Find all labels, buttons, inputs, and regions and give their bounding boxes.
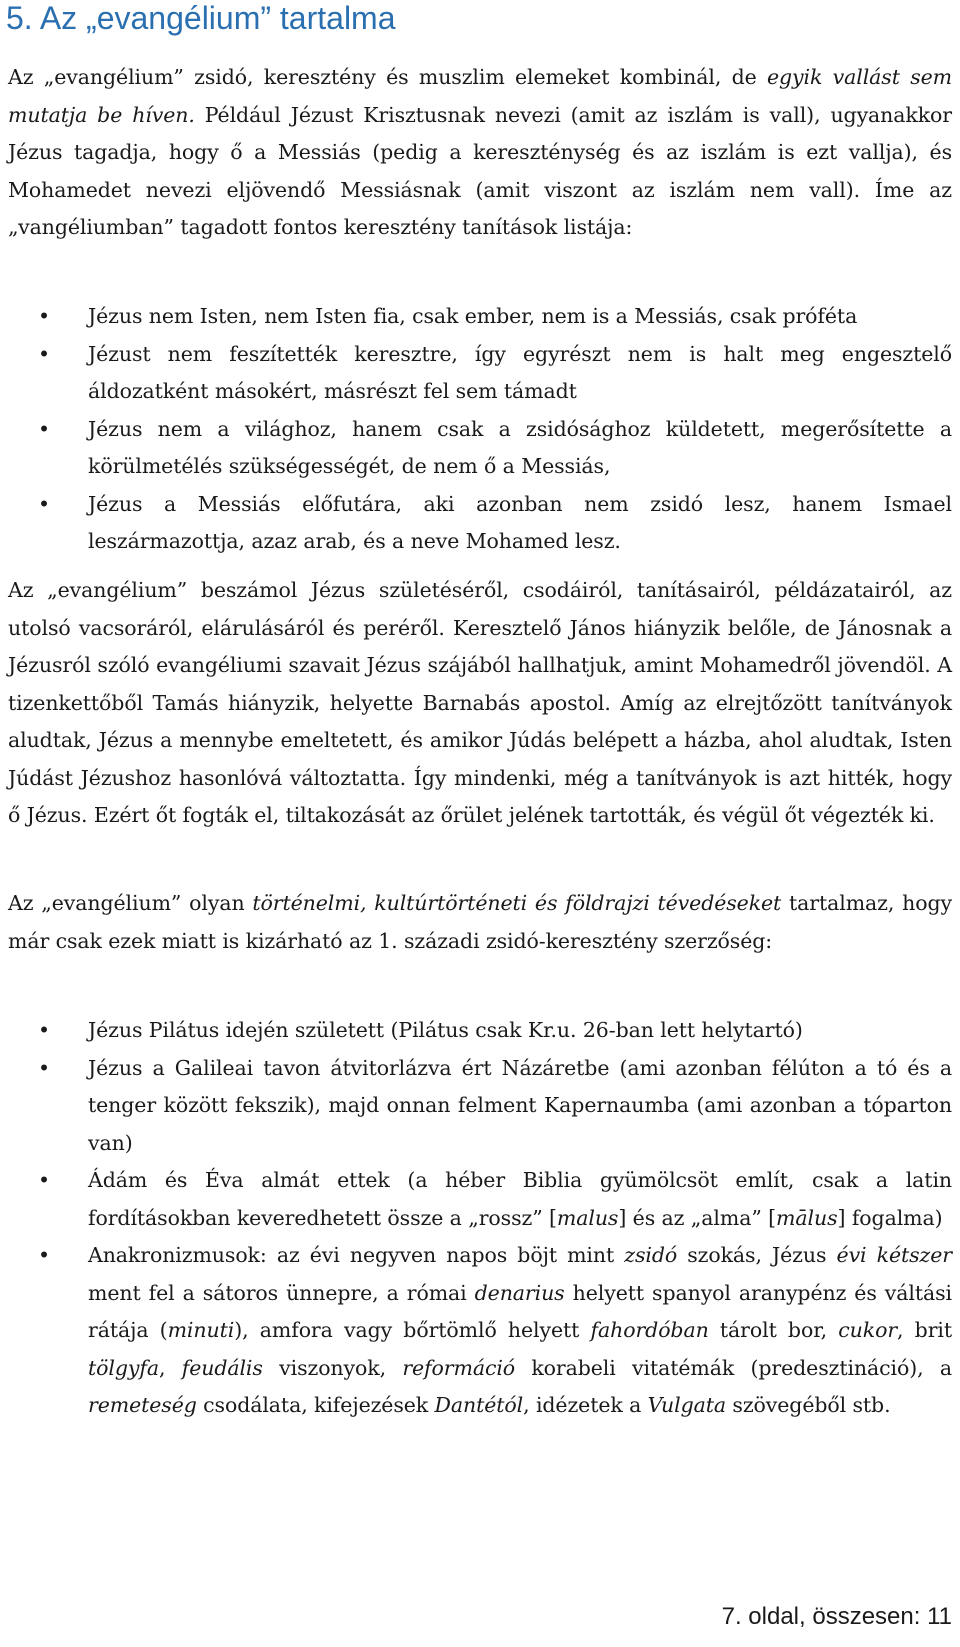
- list-item: [8, 1012, 952, 1050]
- list-item-text: Jézus nem a világhoz, hanem csak a zsidósághoz küldetett, megerősítette a körülmetélés szükségességét, de nem ő a Messiás,: [88, 416, 952, 478]
- list-item-italic: Vulgata: [647, 1393, 727, 1417]
- list-item-italic: denarius: [474, 1280, 565, 1305]
- page-number: 7. oldal, összesen: 11: [721, 1603, 952, 1630]
- list-item-text: Jézus a Messiás előfutára, aki azonban nem zsidó lesz, hanem Ismael leszármazottja, azaz arab, és a neve Mohamed lesz.: [88, 491, 952, 553]
- list-item-italic: feudális: [181, 1355, 263, 1380]
- bullet: •: [38, 304, 50, 328]
- paragraph-errors: [8, 885, 952, 960]
- bullet: •: [38, 1243, 50, 1267]
- list-item: [8, 1162, 952, 1237]
- paragraph-summary: Az „evangélium” beszámol Jézus születéséről, csodáiról, tanításairól, példázatairól, az utolsó vacsoráról, elárulásáról és peréről. Keresztelő János hiányzik belőle, de Jánosnak a Jézusról szóló evangéliumi szavait Jézus szájából hallhatjuk, amint Mohamedről jövendöl. A tizenkettőből Tamás hiányzik, helyette Barnabás apostol. Amíg az elrejtőzött tanítványok aludtak, Jézus a mennybe emeltetett, és amikor Júdás belépett a házba, ahol aludtak, Isten Júdást Jézushoz hasonlóvá változtatta. Így mindenki, még a tanítványok is azt hitték, hogy ő Jézus. Ezért őt fogták el, tiltakozását az őrület jelének tartották, és végül őt végezték ki.: [8, 578, 952, 827]
- list-item: [8, 1237, 952, 1425]
- list-item-text: korabeli vitatémák (predesztináció), a: [515, 1355, 952, 1380]
- list-item-text: Jézust nem feszítették keresztre, így egyrészt nem is halt meg engesztelő áldozatként másokért, másrészt fel sem támadt: [88, 341, 952, 403]
- bullet: •: [38, 416, 50, 441]
- bullet: •: [38, 1055, 50, 1080]
- list-item-italic: minuti: [167, 1318, 235, 1342]
- list-item-text: csodálata, kifejezések: [196, 1393, 435, 1417]
- list-item-text: ,: [158, 1355, 182, 1380]
- bullet: •: [38, 1018, 50, 1042]
- list-item-text: szövegéből stb.: [726, 1393, 891, 1417]
- bullet: •: [38, 341, 50, 366]
- list-item-text: ] és az „alma” [: [618, 1205, 777, 1230]
- paragraph-intro: [8, 59, 952, 247]
- list-item-italic: Dantétól: [434, 1393, 524, 1417]
- list-item-text: tárolt bor,: [708, 1318, 839, 1342]
- list-item-text: helyett spanyol aranypénz és váltási rátája (: [88, 1280, 952, 1342]
- list-item-text: viszonyok,: [262, 1355, 403, 1380]
- list-item-italic: cukor: [838, 1318, 898, 1342]
- page-title: 5. Az „evangélium” tartalma: [6, 0, 396, 36]
- list-item-italic: malus: [556, 1205, 619, 1230]
- list-item-text: Jézus Pilátus idején született (Pilátus csak Kr.u. 26-ban lett helytartó): [88, 1018, 803, 1042]
- paragraph-intro-text: Az „evangélium” zsidó, keresztény és muszlim elemeket kombinál, de: [8, 65, 767, 89]
- errors-list: [8, 1012, 952, 1425]
- list-item-text: Jézus nem Isten, nem Isten fia, csak ember, nem is a Messiás, csak próféta: [88, 304, 858, 328]
- list-item: [8, 1050, 952, 1163]
- list-item-text: szokás, Jézus: [677, 1243, 837, 1267]
- list-item-text: Jézus a Galileai tavon átvitorlázva ért Názáretbe (ami azonban félúton a tó és a tenger között fekszik), majd onnan felment Kapernaumba (ami azonban a tóparton van): [88, 1055, 952, 1155]
- paragraph-errors-text: Az „evangélium” olyan: [8, 891, 253, 915]
- list-item-italic: reformáció: [402, 1355, 516, 1380]
- list-item: [8, 298, 952, 336]
- list-item: [8, 486, 952, 561]
- paragraph-intro-emphasis: egyik vallást sem mutatja be híven.: [8, 65, 952, 127]
- list-item-italic: tölgyfa: [88, 1355, 159, 1380]
- list-item-text: , brit: [897, 1318, 952, 1342]
- bullet: •: [38, 491, 50, 516]
- paragraph-errors-text: tartalmaz, hogy már csak ezek miatt is kizárható az 1. századi zsidó-keresztény szerzőség:: [8, 891, 952, 953]
- list-item-text: ] fogalma): [837, 1205, 943, 1230]
- list-item: [8, 336, 952, 411]
- denied-teachings-list: [8, 298, 952, 561]
- list-item-italic: mālus: [776, 1205, 838, 1230]
- list-item-italic: fahordóban: [590, 1318, 709, 1342]
- list-item: [8, 411, 952, 486]
- list-item-text: Ádám és Éva almát ettek (a héber Biblia gyümölcsöt említ, csak a latin fordításokban keveredhetett össze a „rossz” [: [88, 1168, 952, 1230]
- list-item-italic: évi kétszer: [836, 1243, 952, 1267]
- bullet: •: [38, 1168, 50, 1192]
- paragraph-errors-emphasis: történelmi, kultúrtörténeti és földrajzi tévedéseket: [252, 891, 782, 915]
- list-item-text: ment fel a sátoros ünnepre, a római: [88, 1280, 475, 1305]
- paragraph-intro-text: Például Jézust Krisztusnak nevezi (amit az iszlám is vall), ugyanakkor Jézus tagadja, hogy ő a Messiás (pedig a kereszténység és az iszlám is ezt vallja), és Mohamedet nevezi eljövendő Messiásnak (amit viszont az iszlám nem vall). Íme az „vangéliumban” tagadott fontos keresztény tanítások listája:: [8, 102, 952, 239]
- list-item-text: ), amfora vagy bőrtömlő helyett: [234, 1318, 591, 1342]
- list-item-text: , idézetek a: [523, 1393, 648, 1417]
- list-item-italic: remeteség: [88, 1393, 197, 1417]
- list-item-italic: zsidó: [624, 1243, 678, 1267]
- list-item-text: Anakronizmusok: az évi negyven napos böjt mint: [88, 1243, 625, 1267]
